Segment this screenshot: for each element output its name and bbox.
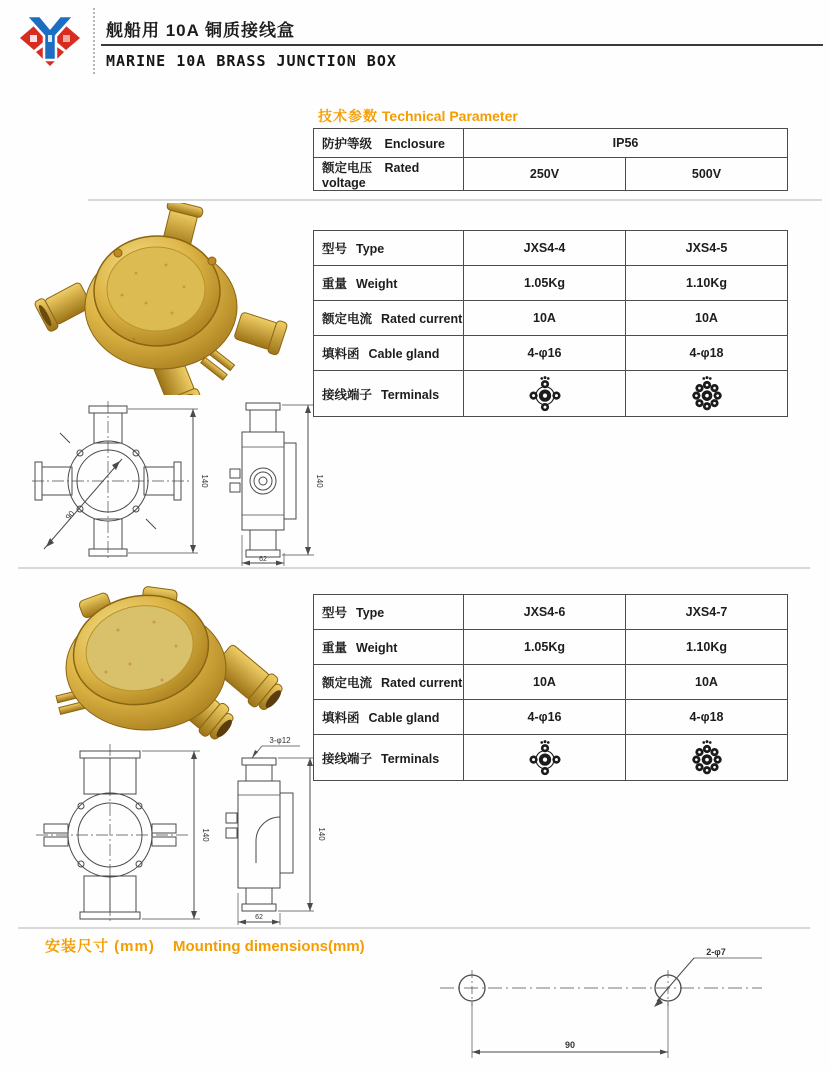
type-value: JXS4-5 [626,231,788,266]
header-divider [93,8,95,74]
current-value: 10A [464,665,626,700]
page-title-en: MARINE 10A BRASS JUNCTION BOX [106,52,397,70]
current-value: 10A [626,301,788,336]
terminal-8-way-icon [689,374,725,414]
section-divider [88,199,822,201]
table-row: 重量 Weight 1.05Kg 1.10Kg [314,266,788,301]
table-row: 额定电流 Rated current 10A 10A [314,301,788,336]
gland-value: 4-φ16 [464,336,626,371]
tech-parameter-heading: 技术参数 Technical Parameter [318,108,518,124]
weight-value: 1.05Kg [464,266,626,301]
page-title-zh: 舰船用 10A 铜质接线盒 [106,21,296,40]
type-value: JXS4-7 [626,595,788,630]
terminal-8-way-icon [689,738,725,778]
table-row: 接线端子 Terminals [314,371,788,417]
hole-callout: 2-φ7 [706,947,726,957]
dim-height: 140 [200,474,209,488]
dim-width: 62 [255,914,263,921]
drawing-front-view-4way [30,397,215,565]
gland-value: 4-φ16 [464,700,626,735]
company-logo-icon [14,8,86,74]
table-row: 额定电压 Rated voltage 250V 500V [314,158,788,191]
header-rule [101,44,823,46]
dim-height: 140 [317,827,326,841]
table-row: 接线端子 Terminals [314,735,788,781]
dim-diag: 90 [63,509,77,522]
table-row: 防护等级 Enclosure IP56 [314,129,788,158]
section-divider [18,927,810,929]
table-row: 重量 Weight 1.05Kg 1.10Kg [314,630,788,665]
junction-box-photo-4way [26,203,298,395]
rated-voltage-2: 500V [626,158,788,191]
mounting-dimensions-heading: 安装尺寸 (mm) Mounting dimensions(mm) [45,938,365,955]
drawing-side-view-4way [224,395,324,570]
technical-parameter-table [313,128,788,191]
dim-height: 140 [201,828,210,842]
mounting-holes-drawing [432,938,822,1066]
table-row: 填料函 Cable gland 4-φ16 4-φ18 [314,336,788,371]
weight-value: 1.10Kg [626,630,788,665]
hole-callout: 3-φ12 [269,736,291,745]
product-table-jxs4-6-7 [313,594,788,781]
weight-value: 1.10Kg [626,266,788,301]
gland-value: 4-φ18 [626,336,788,371]
table-row: 型号 Type JXS4-6 JXS4-7 [314,595,788,630]
enclosure-value: IP56 [464,129,788,158]
product-table-jxs4-4-5 [313,230,788,417]
junction-box-photo-2way [26,568,298,760]
type-value: JXS4-4 [464,231,626,266]
table-row: 型号 Type JXS4-4 JXS4-5 [314,231,788,266]
drawing-side-view-2way [222,733,327,928]
rated-voltage-1: 250V [464,158,626,191]
drawing-front-view-2way [30,740,215,925]
current-value: 10A [464,301,626,336]
table-row: 填料函 Cable gland 4-φ16 4-φ18 [314,700,788,735]
terminal-4-way-icon [527,374,563,414]
dim-width: 62 [259,556,267,563]
dim-height: 140 [315,474,324,488]
terminal-4-way-icon [527,738,563,778]
dim-spacing: 90 [564,1040,576,1050]
weight-value: 1.05Kg [464,630,626,665]
current-value: 10A [626,665,788,700]
type-value: JXS4-6 [464,595,626,630]
table-row: 额定电流 Rated current 10A 10A [314,665,788,700]
gland-value: 4-φ18 [626,700,788,735]
